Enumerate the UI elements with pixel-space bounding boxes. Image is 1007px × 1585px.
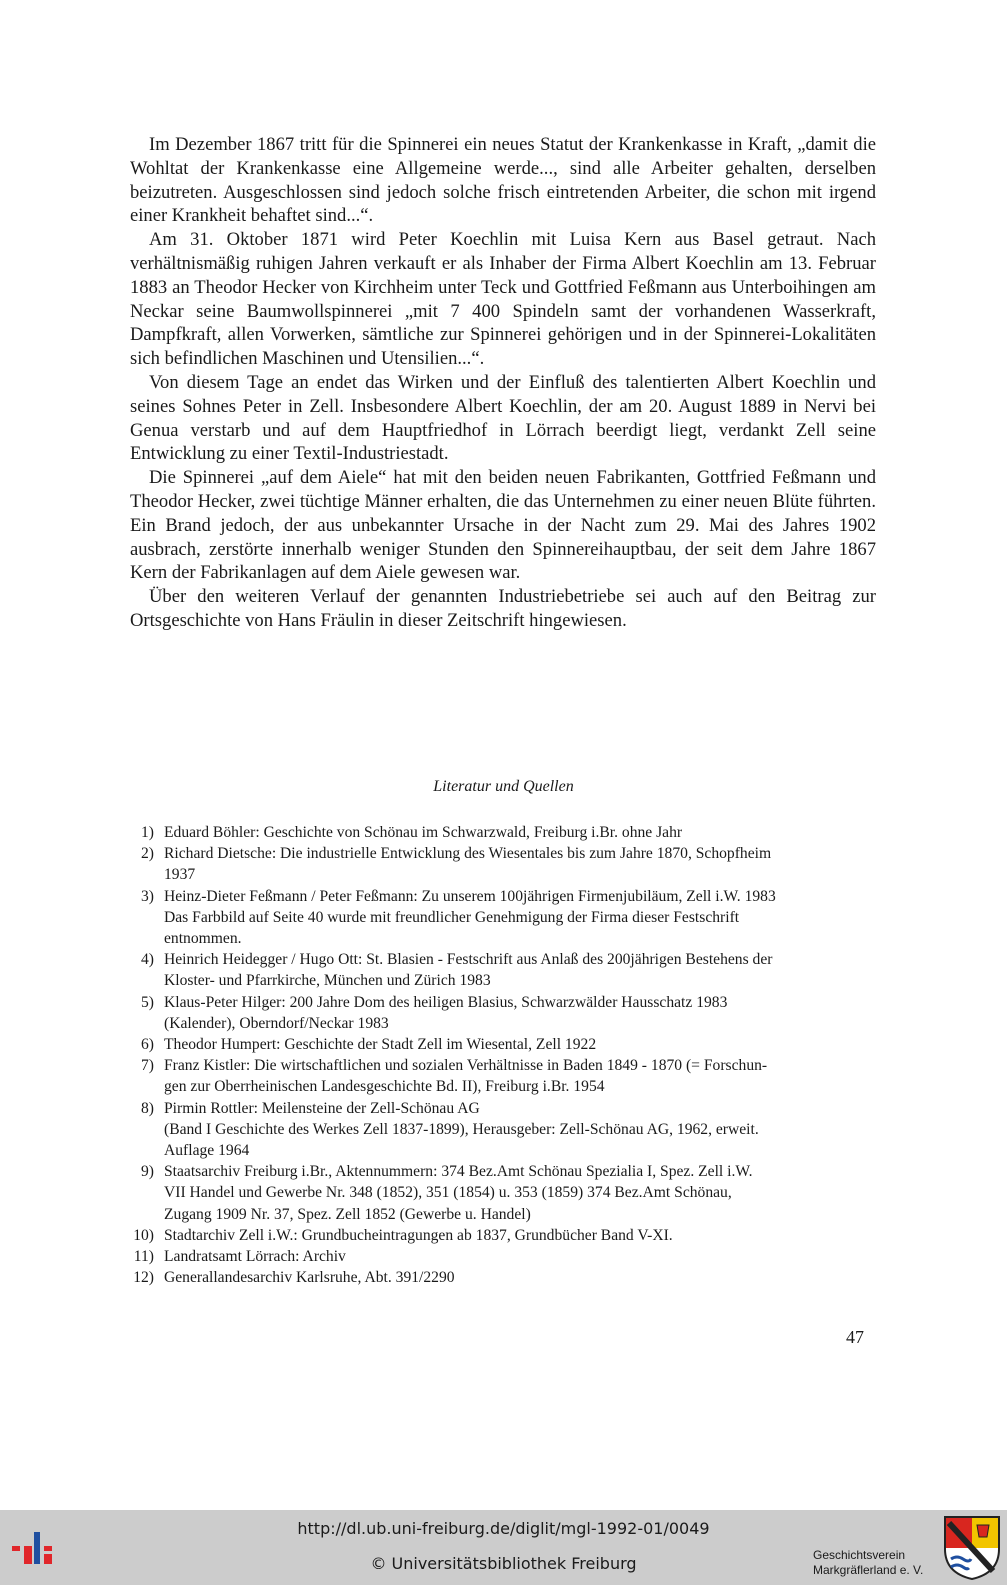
reference-text: Staatsarchiv Freiburg i.Br., Aktennummern: 374 Bez.Amt Schönau Spezialia I, Spez. Zell i.W. VII Handel und Gewerbe Nr. 348 (1852), 351 (1854) u. 353 (1859) 374 Bez.Amt Schönau, Zugang 1909 Nr. 37, Spez. Zell 1852 (Gewerbe u. Handel) — [164, 1163, 753, 1223]
society-name-line: Markgräflerland e. V. — [813, 1563, 924, 1577]
references-heading: Literatur und Quellen — [433, 778, 574, 795]
reference-text: Heinrich Heidegger / Hugo Ott: St. Blasien - Festschrift aus Anlaß des 200jährigen Bestehens der Kloster- und Pfarrkirche, München und Zürich 1983 — [164, 951, 773, 990]
reference-item — [130, 949, 876, 991]
reference-text: Franz Kistler: Die wirtschaftlichen und sozialen Verhältnisse in Baden 1849 - 1870 (= Forschun- gen zur Oberrheinischen Landesgeschichte Bd. II), Freiburg i.Br. 1954 — [164, 1057, 768, 1096]
reference-number: 12) — [133, 1269, 154, 1287]
reference-text: Eduard Böhler: Geschichte von Schönau im Schwarzwald, Freiburg i.Br. ohne Jahr — [164, 824, 683, 841]
reference-item — [130, 1055, 876, 1097]
reference-item — [130, 822, 876, 843]
reference-number: 8) — [141, 1099, 154, 1117]
reference-item — [130, 1225, 876, 1246]
reference-item — [130, 1161, 876, 1225]
society-name-line: Geschichtsverein — [813, 1548, 906, 1562]
reference-text: Theodor Humpert: Geschichte der Stadt Zell im Wiesental, Zell 1922 — [164, 1036, 597, 1054]
reference-text: Stadtarchiv Zell i.W.: Grundbucheintragungen ab 1837, Grundbücher Band V-XI. — [164, 1226, 673, 1244]
paragraph: Die Spinnerei „auf dem Aiele“ hat mit den beiden neuen Fabrikanten, Gottfried Feßmann und Theodor Hecker, zwei tüchtige Männer erhalten, die das Unternehmen zu einer neuen Blüte führten. Ein Brand jedoch, der aus unbekannter Ursache in der Nacht zum 29. Mai des Jahres 1902 ausbrach, zerstörte innerhalb weniger Stunden den Spinnereihauptbau, der seit dem Jahre 1867 Kern der Fabrikanlagen auf dem Aiele gewesen war. — [130, 467, 876, 584]
coat-of-arms-icon — [943, 1515, 1001, 1581]
reference-text: Landratsamt Lörrach: Archiv — [164, 1248, 346, 1266]
reference-number: 3) — [141, 887, 154, 905]
references-list — [130, 822, 876, 1288]
reference-item — [130, 1246, 876, 1267]
paragraph: Über den weiteren Verlauf der genannten Industriebetriebe sei auch auf den Beitrag zur Ortsgeschichte von Hans Fräulin in dieser Zeitschrift hingewiesen. — [130, 586, 876, 631]
paragraph: Am 31. Oktober 1871 wird Peter Koechlin mit Luisa Kern aus Basel getraut. Nach verhältnismäßig ruhigen Jahren verkauft er als Inhaber der Firma Albert Koechlin am 13. Februar 1883 an Theodor Hecker von Kirchheim unter Teck und Gottfried Feßmann aus Unterboihingen am Neckar seine Baumwollspinnerei „mit 7 400 Spindeln samt der vorhandenen Wasserkraft, Dampfkraft, allen Vorwerken, sämtliche zur Spinnerei gehörigen und in der Spinnerei-Lokalitäten sich befindlichen Maschinen und Utensilien...“. — [130, 229, 876, 370]
reference-item — [130, 886, 876, 950]
reference-number: 9) — [141, 1163, 154, 1181]
reference-number: 6) — [141, 1036, 154, 1054]
reference-item — [130, 1034, 876, 1055]
reference-item — [130, 1098, 876, 1162]
reference-item — [130, 843, 876, 885]
reference-number: 5) — [141, 993, 154, 1011]
paragraph: Im Dezember 1867 tritt für die Spinnerei ein neues Statut der Krankenkasse in Kraft, „damit die Wohltat der Krankenkasse eine Allgemeine werde..., sind alle Arbeiter gehalten, derselben beizutreten. Ausgeschlossen sind jedoch solche frisch eintretenden Arbeiter, die schon mit irgend einer Krankheit behaftet sind...“. — [130, 134, 876, 227]
reference-text: Klaus-Peter Hilger: 200 Jahre Dom des heiligen Blasius, Schwarzwälder Hausschatz 1983 (Kalender), Oberndorf/Neckar 1983 — [164, 993, 728, 1032]
body-text — [130, 133, 876, 633]
reference-text: Pirmin Rottler: Meilensteine der Zell-Schönau AG (Band I Geschichte des Werkes Zell 1837-1899), Herausgeber: Zell-Schönau AG, 1962, erweit. Auflage 1964 — [164, 1099, 759, 1160]
reference-item — [130, 1267, 876, 1288]
reference-number: 1) — [141, 824, 154, 841]
reference-number: 7) — [141, 1057, 154, 1075]
reference-number: 11) — [133, 1248, 154, 1266]
page-number: 47 — [846, 1327, 864, 1347]
reference-text: Richard Dietsche: Die industrielle Entwicklung des Wiesentales bis zum Jahre 1870, Schopfheim 1937 — [164, 845, 772, 884]
reference-item — [130, 992, 876, 1034]
reference-number: 4) — [141, 951, 154, 969]
society-name — [813, 1548, 933, 1578]
footer-url-link[interactable]: http://dl.ub.uni-freiburg.de/diglit/mgl-1992-01/0049 — [297, 1519, 710, 1538]
reference-text: Generallandesarchiv Karlsruhe, Abt. 391/2290 — [164, 1269, 455, 1287]
paragraph: Von diesem Tage an endet das Wirken und der Einfluß des talentierten Albert Koechlin und seines Sohnes Peter in Zell. Insbesondere Albert Koechlin, der am 20. August 1889 in Nervi bei Genua verstarb und auf dem Hauptfriedhof in Lörrach beerdigt liegt, verdankt Zell seine Entwicklung zu einer Textil-Industriestadt. — [130, 371, 876, 465]
reference-number: 2) — [141, 845, 154, 863]
footer-bar — [0, 1510, 1007, 1585]
reference-number: 10) — [133, 1226, 154, 1244]
reference-text: Heinz-Dieter Feßmann / Peter Feßmann: Zu unserem 100jährigen Firmenjubiläum, Zell i.W. 1983 Das Farbbild auf Seite 40 wurde mit freundlicher Genehmigung der Firma dieser Festschrift entnommen. — [164, 887, 776, 948]
footer-copyright: © Universitätsbibliothek Freiburg — [370, 1554, 637, 1573]
